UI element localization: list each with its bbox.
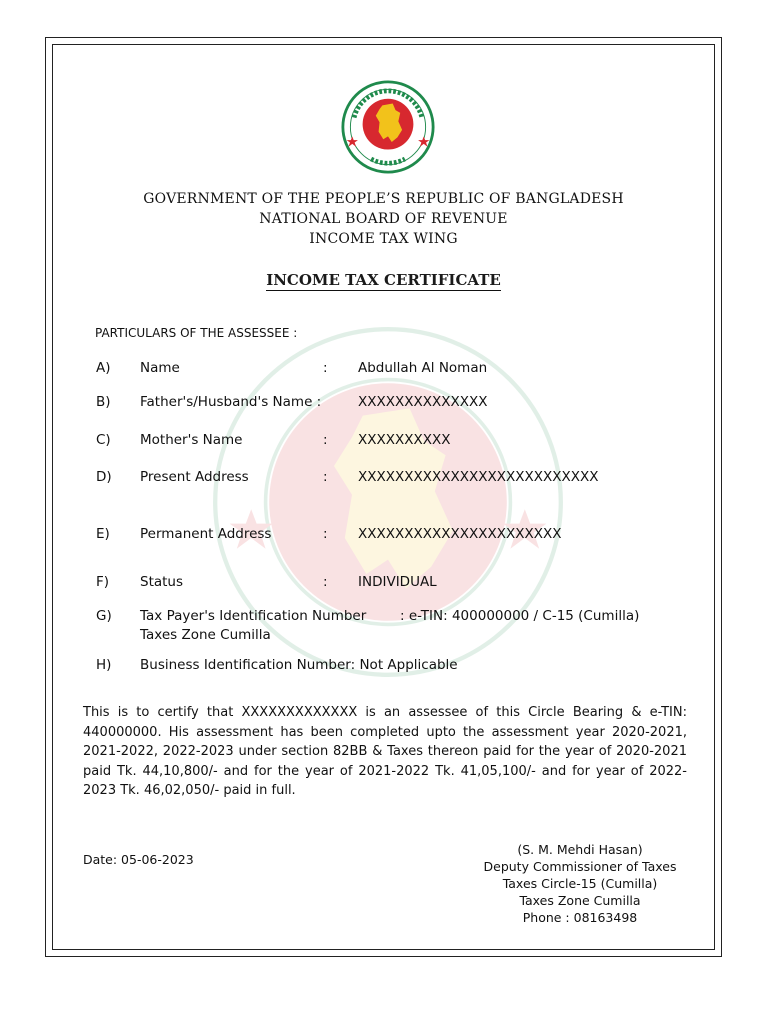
tin-value: e-TIN: 400000000 / C-15 (Cumilla): [408, 608, 640, 624]
signatory-zone: Taxes Zone Cumilla: [519, 893, 641, 908]
permanent-address: XXXXXXXXXXXXXXXXXXXXXX: [358, 526, 562, 542]
status-value: INDIVIDUAL: [358, 574, 437, 590]
mother-name: XXXXXXXXXX: [358, 432, 451, 448]
header-board: NATIONAL BOARD OF REVENUE: [259, 211, 508, 227]
father-name: XXXXXXXXXXXXXX: [358, 394, 488, 410]
signatory-designation: Deputy Commissioner of Taxes: [483, 859, 677, 874]
signatory-name: (S. M. Mehdi Hasan): [517, 842, 643, 857]
tax-zone: Taxes Zone Cumilla: [140, 627, 271, 643]
signatory-block: [470, 841, 690, 926]
signatory-phone: Phone : 08163498: [522, 910, 638, 925]
certification-text: This is to certify that XXXXXXXXXXXXX is an assessee of this Circle Bearing & e-TIN: 440000000. His assessment has been completed upto the assessment year 2020-2021, 2021-2022, 2022-2023 under section 82BB & Taxes thereon paid for the year of 2020-2021 paid Tk. 44,10,800/- and for the year of 2021-2022 Tk. 41,05,100/- and for year of 2022-2023 Tk. 46,02,050/- paid in full.: [83, 705, 687, 798]
header-wing: INCOME TAX WING: [309, 231, 458, 247]
assessee-name: Abdullah Al Noman: [358, 360, 488, 376]
present-address: XXXXXXXXXXXXXXXXXXXXXXXXXX: [358, 469, 599, 485]
bangladesh-government-seal-icon: [341, 80, 435, 174]
header: [52, 189, 715, 249]
section-title: PARTICULARS OF THE ASSESSEE :: [95, 326, 298, 340]
issue-date: Date: 05-06-2023: [83, 852, 194, 867]
certificate-title: INCOME TAX CERTIFICATE: [266, 271, 501, 289]
inner-border: [52, 44, 715, 950]
header-government: GOVERNMENT OF THE PEOPLE’S REPUBLIC OF BANGLADESH: [143, 191, 624, 207]
signatory-circle: Taxes Circle-15 (Cumilla): [502, 876, 658, 891]
